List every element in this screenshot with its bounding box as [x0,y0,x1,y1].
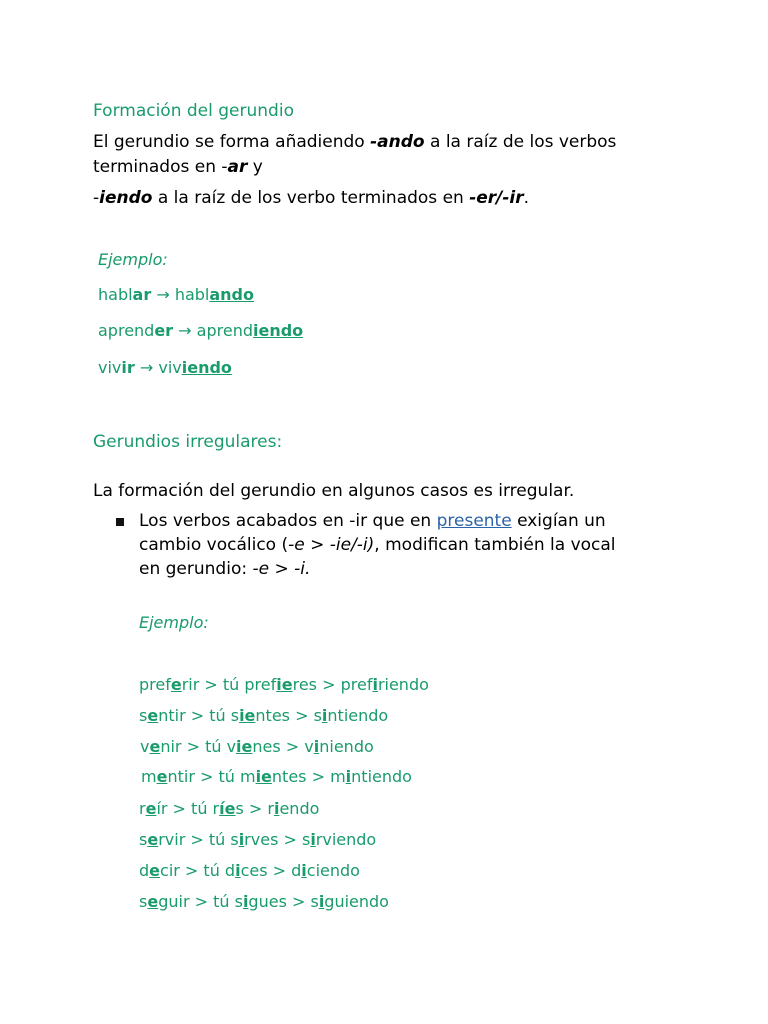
text: ciendo [306,861,360,880]
text: r [139,799,146,818]
bold-italic-iendo: iendo [99,188,153,208]
text: nes > v [252,737,314,756]
section-title-formacion: Formación del gerundio [93,101,294,121]
suffix: iendo [181,358,232,377]
text: guiendo [324,892,389,911]
text: rviendo [315,830,377,849]
arrow: → [134,358,159,377]
text: viv [158,358,182,377]
example-label-2: Ejemplo: [139,613,209,632]
text: y [247,157,263,177]
text: pref [139,675,171,694]
text: en gerundio: [139,559,253,579]
vowel-change: i [313,737,320,756]
vowel-change: ie [255,767,272,786]
vowel-change: ie [236,737,253,756]
vowel-change: e [147,706,159,725]
text: er [154,321,174,340]
section-title-irregulares: Gerundios irregulares: [93,432,283,452]
bold-italic-ar: ar [227,157,248,177]
text: nir > tú v [160,737,237,756]
presente-link[interactable]: presente [436,511,512,531]
text: ntir > tú m [167,767,256,786]
bullet-line-1 [139,509,606,533]
text: d [139,861,150,880]
bold-italic-er-ir: -er/-ir [469,188,524,208]
vowel-change: i [242,892,249,911]
text: gues > s [248,892,319,911]
vowel-change: e [170,675,182,694]
vowel-change: e [147,830,159,849]
text: s > r [235,799,274,818]
vowel-change: i [301,861,307,880]
text: ntiendo [327,706,389,725]
example-aprender [98,321,303,340]
text: exigían un [511,511,606,531]
paragraph-line-2 [93,155,263,179]
example-label-1: Ejemplo: [98,250,168,269]
verb-row [139,675,429,694]
vowel-change: e [149,737,161,756]
vowel-change: i [321,706,328,725]
text: rvir > tú s [158,830,239,849]
text: endo [279,799,320,818]
vowel-change: e [147,892,159,911]
text: guir > tú s [158,892,243,911]
verb-row [139,892,389,911]
vowel-change: e [156,767,168,786]
bullet-line-2 [139,533,616,557]
intro-text: La formación del gerundio en algunos casos es irregular. [93,481,575,501]
text: rir > tú pref [181,675,277,694]
text: res > pref [292,675,373,694]
text: cambio vocálico ( [139,535,289,555]
text: riendo [377,675,429,694]
vowel-change: ie [276,675,293,694]
text: ces > d [240,861,302,880]
text: ar [132,285,152,304]
text: ntiendo [351,767,412,786]
verb-row [139,799,319,818]
vowel-change: i [310,830,316,849]
bullet-square-icon [116,514,126,524]
verb-row [140,737,374,756]
text: terminados en - [93,157,228,177]
suffix: iendo [252,321,304,340]
verb-row [139,861,360,880]
paragraph-line-3 [93,186,529,210]
vowel-change: i [235,861,241,880]
text: a la raíz de los verbos [424,132,617,152]
text: v [140,737,150,756]
vowel-change: i [372,675,378,694]
text: s [139,830,148,849]
vowel-change: i [273,799,280,818]
suffix: ando [209,285,254,304]
verb-row [141,767,412,786]
text: m [141,767,157,786]
text: habl [174,285,210,304]
text: aprend [98,321,155,340]
text: - [93,188,100,208]
text: ir [121,358,135,377]
text: niendo [319,737,374,756]
text: ntir > tú s [158,706,240,725]
bullet-line-3 [139,557,310,581]
bold-italic-ando: -ando [370,132,425,152]
vowel-change: íe [219,799,236,818]
text: , modifican también la vocal [374,535,616,555]
arrow: → [151,285,175,304]
italic-text: -e > -ie/-i) [288,535,375,555]
vowel-change: e [149,861,161,880]
text: ntes > s [255,706,322,725]
vowel-change: i [318,892,325,911]
example-hablar [98,285,254,304]
text: ntes > m [271,767,346,786]
text: El gerundio se forma añadiendo [93,132,371,152]
vowel-change: e [145,799,157,818]
text: Los verbos acabados en -ir que en [139,511,437,531]
arrow: → [173,321,197,340]
example-vivir [98,358,232,377]
verb-row [139,706,388,725]
text: s [139,892,148,911]
text: rves > s [244,830,311,849]
text: cir > tú d [160,861,236,880]
italic-text: -e > -i. [252,559,311,579]
vowel-change: i [238,830,245,849]
text: s [139,706,148,725]
vowel-change: ie [239,706,256,725]
text: . [523,188,530,208]
vowel-change: i [345,767,352,786]
text: habl [98,285,133,304]
verb-row [139,830,376,849]
text: viv [98,358,122,377]
paragraph-line-1 [93,130,616,154]
text: aprend [196,321,253,340]
text: a la raíz de los verbo terminados en [152,188,470,208]
text: ír > tú r [156,799,220,818]
